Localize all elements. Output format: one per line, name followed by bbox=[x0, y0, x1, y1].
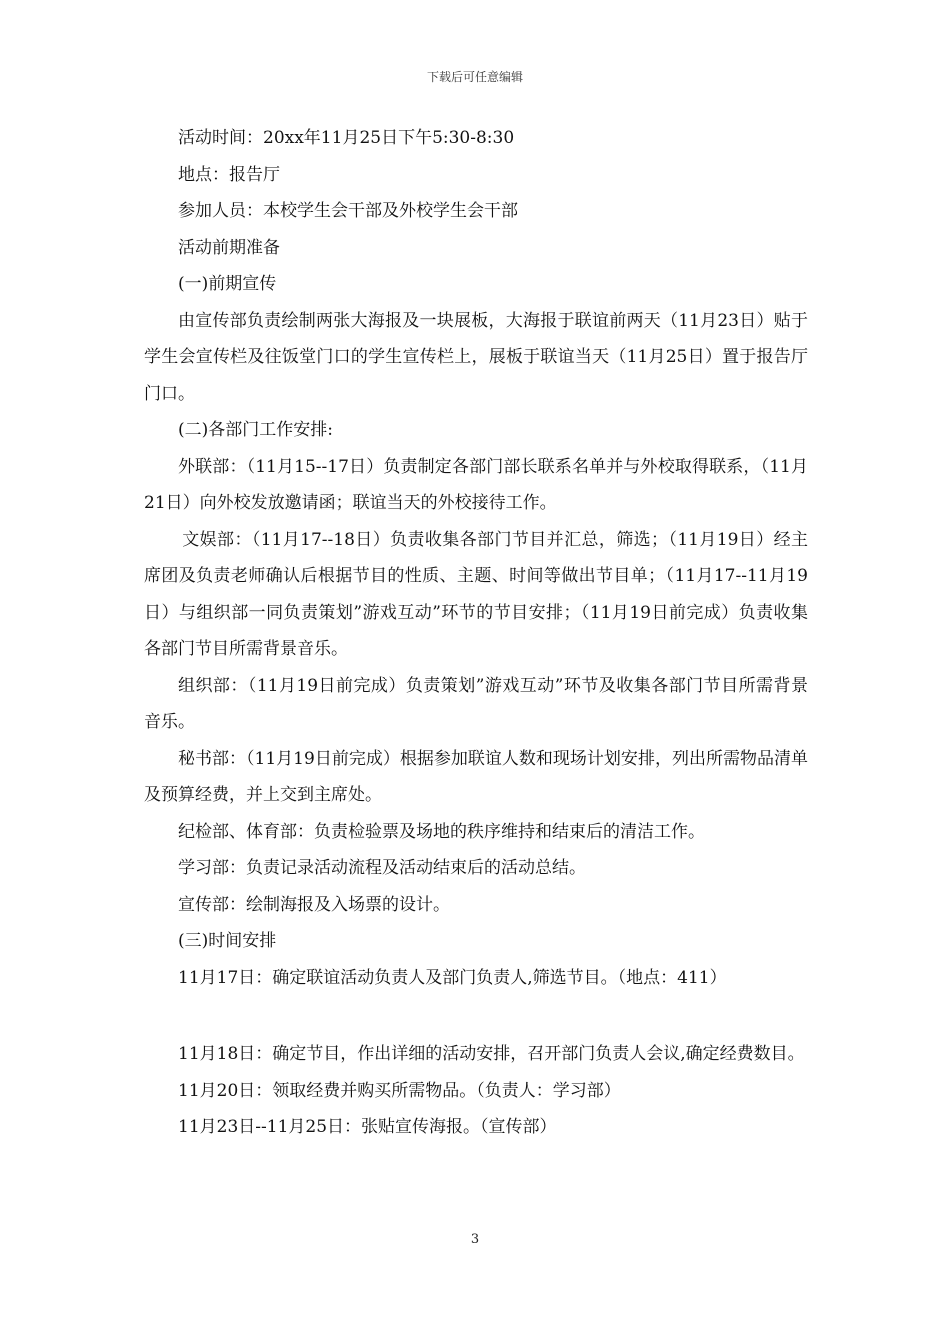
page-header: 下载后可任意编辑 bbox=[426, 70, 523, 84]
paragraph-participants: 参加人员：本校学生会干部及外校学生会干部 bbox=[178, 201, 518, 221]
paragraph-publicity-heading: (一)前期宣传 bbox=[178, 274, 277, 294]
paragraph-location: 地点：报告厅 bbox=[178, 164, 280, 185]
paragraph-organization: 组织部：（11月19日前完成）负责策划”游戏互动”环节及收集各部门节目所需背景音乐。 bbox=[144, 675, 808, 732]
paragraph-publicity-details: 由宣传部负责绘制两张大海报及一块展板，大海报于联谊前两天（11月23日）贴于学生会宣传栏及往饭堂门口的学生宣传栏上，展板于联谊当天（11月25日）置于报告厅门口。 bbox=[144, 310, 808, 404]
paragraph-study: 学习部：负责记录活动流程及活动结束后的活动总结。 bbox=[178, 858, 586, 878]
document-body bbox=[144, 120, 808, 1146]
paragraph-schedule-nov17: 11月17日：确定联谊活动负责人及部门负责人,筛选节目。（地点：411） bbox=[178, 967, 727, 988]
paragraph-secretariat: 秘书部：（11月19日前完成）根据参加联谊人数和现场计划安排，列出所需物品清单及预算经费，并上交到主席处。 bbox=[144, 748, 808, 805]
paragraph-preparation-heading: 活动前期准备 bbox=[178, 237, 280, 258]
paragraph-publicity-dept: 宣传部：绘制海报及入场票的设计。 bbox=[178, 894, 450, 915]
page-number: 3 bbox=[470, 1232, 480, 1247]
paragraph-schedule-heading: (三)时间安排 bbox=[178, 931, 277, 951]
paragraph-entertainment: 文娱部：（11月17--18日）负责收集各部门节目并汇总，筛选；（11月19日）经主席团及负责老师确认后根据节目的性质、主题、时间等做出节目单；（11月17--11月19日）与组织部一同负责策划”游戏互动”环节的节目安排；（11月19日前完成）负责收集各部门节目所需背景音乐。 bbox=[144, 529, 808, 659]
paragraph-schedule-nov23-25: 11月23日--11月25日：张贴宣传海报。（宣传部） bbox=[178, 1117, 557, 1137]
paragraph-external-relations: 外联部：（11月15--17日）负责制定各部门部长联系名单并与外校取得联系，（11月21日）向外校发放邀请函；联谊当天的外校接待工作。 bbox=[144, 456, 808, 513]
blank-gap bbox=[144, 996, 808, 1036]
paragraph-schedule-nov20: 11月20日：领取经费并购买所需物品。（负责人：学习部） bbox=[178, 1080, 621, 1101]
paragraph-departments-heading: (二)各部门工作安排: bbox=[178, 420, 333, 440]
paragraph-schedule-nov18: 11月18日：确定节目，作出详细的活动安排，召开部门负责人会议,确定经费数目。 bbox=[178, 1044, 805, 1064]
paragraph-discipline-sports: 纪检部、体育部：负责检验票及场地的秩序维持和结束后的清洁工作。 bbox=[178, 821, 705, 842]
paragraph-activity-time: 活动时间：20xx年11月25日下午5:30-8:30 bbox=[178, 128, 515, 148]
